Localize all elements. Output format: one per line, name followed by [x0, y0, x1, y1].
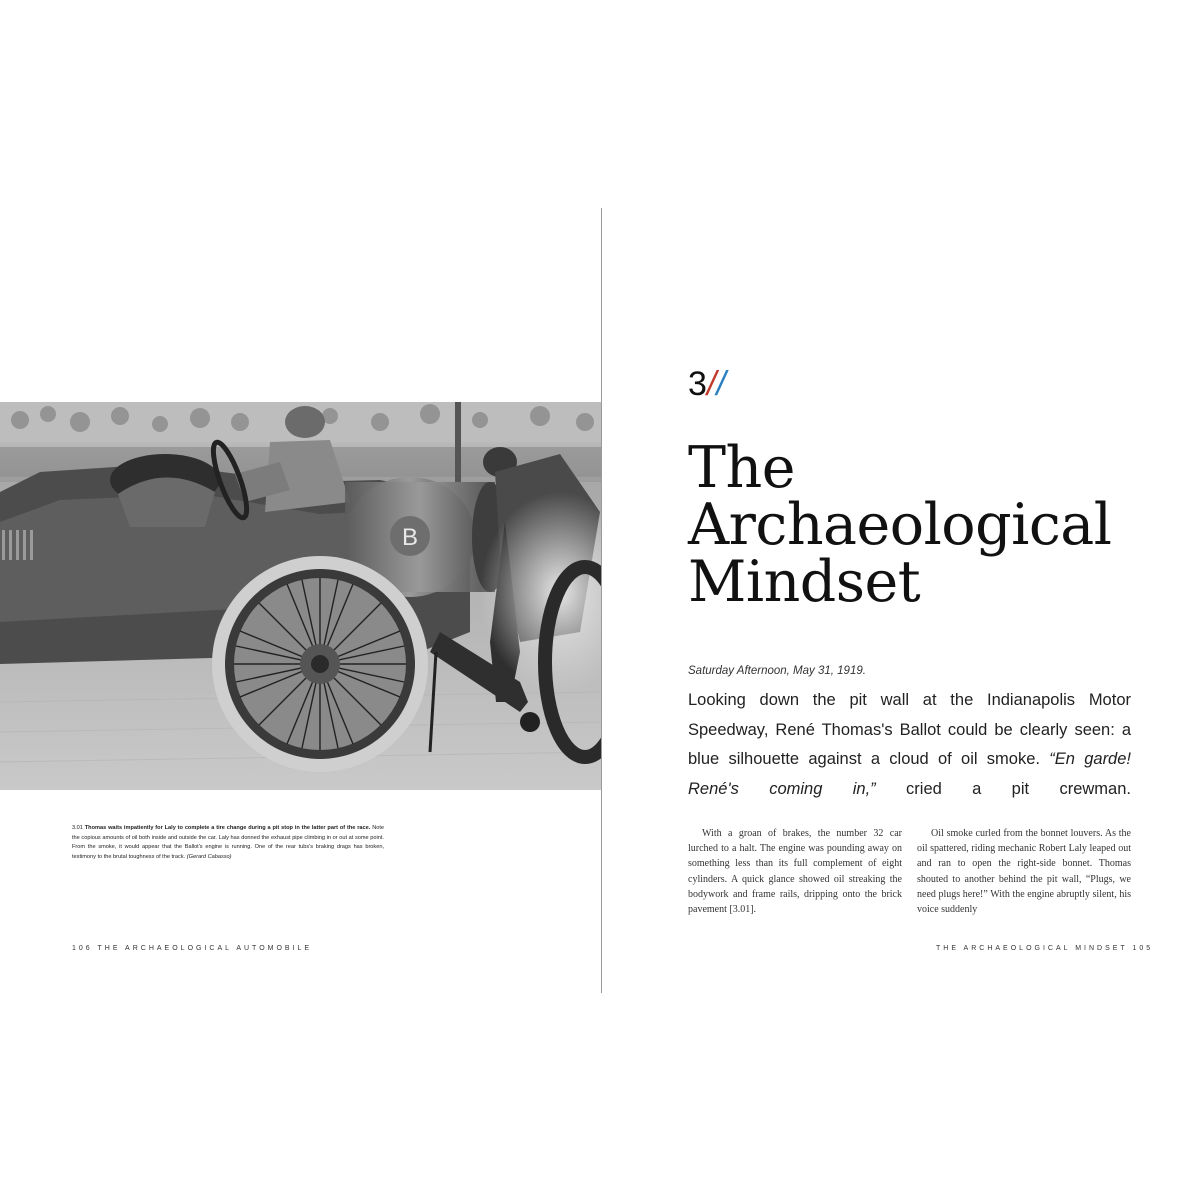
caption-credit: (Gerard Cabasso): [186, 853, 232, 860]
folio-left: 106 THE ARCHAEOLOGICAL AUTOMOBILE: [72, 945, 313, 952]
caption-bold-text: Thomas waits impatiently for Laly to complete a tire change during a pit stop in the latter part of the race.: [84, 825, 371, 831]
race-car-pit-stop-photo: [0, 402, 602, 790]
chapter-slash-blue: /: [716, 365, 726, 403]
caption-number: 3.01: [72, 825, 83, 831]
body-column-1: With a groan of brakes, the number 32 car lurched to a halt. The engine was pounding away on something less than its full complement of eight cylinders. A quick glance showed oil streaking the bodywork and frame rails, dripping onto the brick pavement [3.01].: [688, 828, 902, 916]
folio-right: THE ARCHAEOLOGICAL MINDSET 105: [936, 945, 1154, 952]
lead-quote-tail: cried a pit crewman.: [875, 779, 1131, 798]
chapter-title: [688, 435, 1148, 615]
chapter-slash-red: /: [706, 365, 717, 403]
body-column-2: Oil smoke curled from the bonnet louvers. As the oil spattered, riding mechanic Robert Laly leaped out and ran to open the right-side bonnet. Thomas shouted to another behind the pit wall, “Plugs, we need plugs here!” With the engine abruptly silent, his voice suddenly: [917, 828, 1131, 916]
dateline: Saturday Afternoon, May 31, 1919.: [688, 665, 866, 677]
lead-text: Looking down the pit wall at the Indianapolis Motor Speedway, René Thomas's Ballot could be clearly seen: a blue silhouette against a cloud of oil smoke.: [688, 691, 1131, 768]
chapter-title-line-2: Archaeological: [688, 492, 1112, 558]
caption-body-text: Note the copious amounts of oil both inside and outside the car. Laly has donned the exhaust pipe climbing in or out at some point. From the smoke, it would appear that the Ballot's engine is running. One of the rear tubs's braking drags has broken, testimony to the brutal toughness of the track.: [72, 825, 385, 860]
lead-paragraph: [688, 686, 1131, 804]
chapter-number: [688, 364, 726, 404]
chapter-digit: 3: [688, 365, 707, 403]
photo-caption: [72, 824, 384, 862]
page-gutter-divider: [601, 208, 602, 993]
chapter-title-line-1: The: [688, 435, 795, 501]
lead-quote: “En garde! René's coming in,”: [688, 750, 1131, 798]
chapter-title-line-3: Mindset: [688, 549, 921, 615]
car-badge: B: [401, 524, 419, 551]
